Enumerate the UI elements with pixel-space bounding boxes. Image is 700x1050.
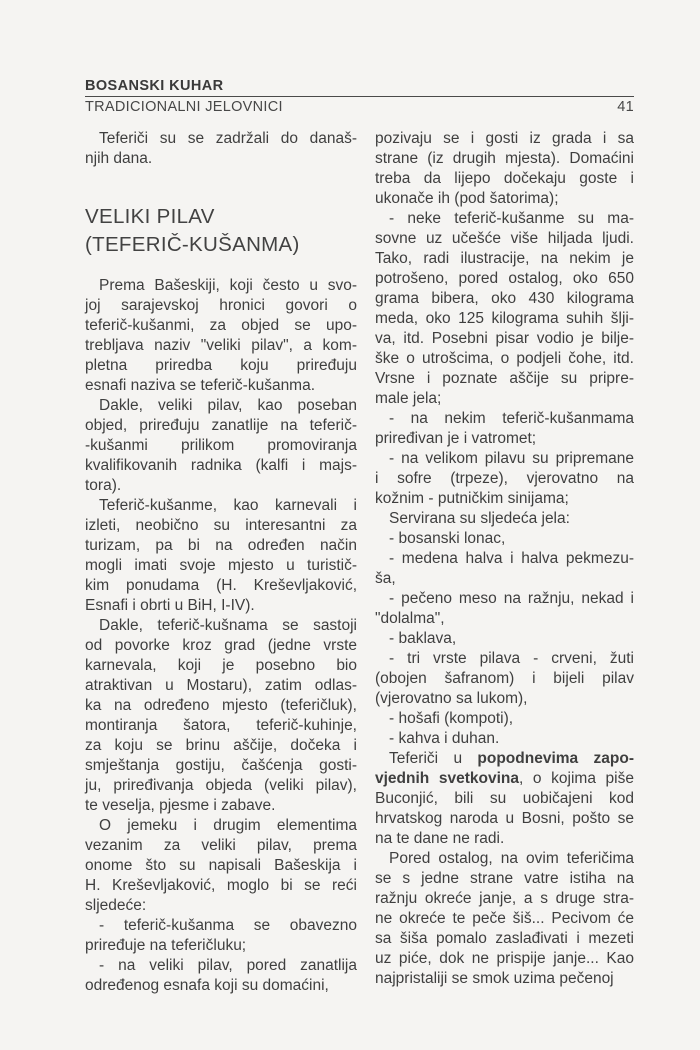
text-line: sovne uz učešće više hiljada ljudi. xyxy=(375,230,634,247)
text-line: karnevala, koji je posebno bio xyxy=(85,657,357,674)
paragraph xyxy=(85,916,357,956)
paragraph xyxy=(375,209,634,409)
text-line: Dakle, veliki pilav, kao poseban xyxy=(99,397,357,414)
text-line: (obojen šafranom) i bijeli pilav xyxy=(375,670,634,687)
text-line: grama bibera, oko 430 kilograma xyxy=(375,290,634,307)
text-line: smještanja gostiju, čašćenja gosti- xyxy=(85,757,357,774)
paragraph xyxy=(375,749,634,849)
text-line: -kušanmi prilikom promoviranja xyxy=(85,437,357,454)
text-line: kožnim - putničkim sinijama; xyxy=(375,490,569,507)
text-line: - baklava, xyxy=(389,630,457,647)
text-line: određenog esnafa koji su domaćini, xyxy=(85,977,329,994)
paragraph xyxy=(375,529,634,549)
text-line: atraktivan u Mostaru), zatim odlas- xyxy=(85,677,357,694)
text-line: (TEFERIČ-KUŠANMA) xyxy=(85,233,300,256)
text-line: turizam, pa bi na određen način xyxy=(85,537,357,554)
text-line: Prema Bašeskiji, koji često u svo- xyxy=(99,277,357,294)
text-line: male jela; xyxy=(375,390,442,407)
paragraph xyxy=(85,496,357,616)
text-line: pozivaju se i gosti iz grada i sa xyxy=(375,130,634,147)
text-line: - pečeno meso na ražnju, nekad i xyxy=(389,590,634,607)
section-heading xyxy=(85,203,357,259)
text-line: sljedeće: xyxy=(85,897,147,914)
text-segment: Teferiči u xyxy=(389,750,478,767)
text-line: treba da lijepo dočekaju goste i xyxy=(375,170,634,187)
paragraph xyxy=(85,956,357,996)
text-line: - medena halva i halva pekmezu- xyxy=(389,550,634,567)
text-line: joj sarajevskoj hronici govori o xyxy=(85,297,357,314)
text-line: Servirana su sljedeća jela: xyxy=(389,510,570,527)
text-line: Tako, radi ilustracije, na nekim je xyxy=(375,250,634,267)
text-line: - na velikom pilavu su pripremane xyxy=(389,450,634,467)
text-line: uz piće, dok ne prispije janje... Kao xyxy=(375,950,634,967)
text-line: izleti, neobično su interesantni za xyxy=(85,517,357,534)
page-number: 41 xyxy=(617,99,634,115)
text-line: Pored ostalog, na ovim teferičima xyxy=(389,850,634,867)
text-line: montiranja šatora, teferič-kuhinje, xyxy=(85,717,357,734)
bold-text: popodnevima zapo- xyxy=(477,750,634,767)
text-line: ju, priređivanja objeda (veliki pilav), xyxy=(85,777,357,794)
text-line: - teferič-kušanma se obavezno xyxy=(99,917,357,934)
text-line: mogli imati svoje mjesto u turistič- xyxy=(85,557,357,574)
text-line: Buconjić, bili su uobičajeni kod xyxy=(375,790,634,807)
paragraph xyxy=(85,616,357,816)
text-line: vezanim za veliki pilav, prema xyxy=(85,837,357,854)
text-line: trebljava naziv "veliki pilav", a kom- xyxy=(85,337,357,354)
paragraph xyxy=(85,396,357,496)
text-line: - bosanski lonac, xyxy=(389,530,506,547)
text-line: VELIKI PILAV xyxy=(85,205,215,228)
text-line: "dolalma", xyxy=(375,610,445,627)
text-line: ša, xyxy=(375,570,396,587)
text-line: pletna priredba koju priređuju xyxy=(85,357,357,374)
text-line: teferič-kušanmi, za objed se upo- xyxy=(85,317,357,334)
paragraph xyxy=(375,449,634,509)
text-line: Esnafi i obrti u BiH, I-IV). xyxy=(85,597,255,614)
text-line: objed, priređuju zanatlije na teferič- xyxy=(85,417,357,434)
text-line: onome što su napisali Bašeskija i xyxy=(85,857,357,874)
text-line: H. Kreševljaković, moglo bi se reći xyxy=(85,877,357,894)
text-line: Teferiči su se zadržali do današ- xyxy=(99,130,357,147)
text-line: tora). xyxy=(85,477,122,494)
text-line: potrošeno, pored ostalog, oko 650 xyxy=(375,270,634,287)
text-line: za koju se brinu aščije, dočeka i xyxy=(85,737,357,754)
paragraph xyxy=(375,509,634,529)
text-line: - na veliki pilav, pored zanatlija xyxy=(99,957,357,974)
text-line: te veselja, pjesme i zabave. xyxy=(85,797,276,814)
text-line: strane (iz drugih mjesta). Domaćini xyxy=(375,150,634,167)
page-header xyxy=(85,78,634,115)
text-line: - na nekim teferič-kušanmama xyxy=(389,410,634,427)
text-line: najpristaliji se smok uzima pečenoj xyxy=(375,970,614,987)
text-line: - kahva i duhan. xyxy=(389,730,500,747)
text-line: va, itd. Posebni pisar vodio je bilje- xyxy=(375,330,634,347)
text-line xyxy=(375,769,634,789)
text-line: priređivan je i vatromet; xyxy=(375,430,537,447)
paragraph xyxy=(375,849,634,989)
text-line: priređuje na teferičluku; xyxy=(85,937,247,954)
section-title: TRADICIONALNI JELOVNICI xyxy=(85,99,283,115)
paragraph xyxy=(375,589,634,629)
text-line: (vjerovatno sa lukom), xyxy=(375,690,528,707)
text-line: sa šiša pomalo zaslađivati i mezeti xyxy=(375,930,634,947)
text-line: meda, oko 125 kilograma suhih šlji- xyxy=(375,310,634,327)
text-line: O jemeku i drugim elementima xyxy=(99,817,357,834)
book-title: BOSANSKI KUHAR xyxy=(85,78,634,97)
left-column xyxy=(85,129,357,996)
paragraph xyxy=(375,649,634,709)
text-line: - neke teferič-kušanme su ma- xyxy=(389,210,634,227)
text-line xyxy=(375,749,634,769)
text-line: Vrsne i poznate aščije su pripre- xyxy=(375,370,634,387)
text-line: - tri vrste pilava - crveni, žuti xyxy=(389,650,634,667)
text-line: na te dane ne radi. xyxy=(375,830,505,847)
text-line: ražnju okreće janje, a s druge stra- xyxy=(375,890,634,907)
text-line: ukonače ih (pod šatorima); xyxy=(375,190,559,207)
text-line: hrvatskog naroda u Bosni, pošto se xyxy=(375,810,634,827)
paragraph xyxy=(375,629,634,649)
text-line: ne okreće te peče šiš... Pecivom će xyxy=(375,910,634,927)
paragraph xyxy=(85,276,357,396)
text-line: ka na određeno mjesto (teferičluk), xyxy=(85,697,357,714)
paragraph xyxy=(375,549,634,589)
paragraph xyxy=(85,816,357,916)
paragraph xyxy=(85,129,357,169)
paragraph xyxy=(375,729,634,749)
text-line: Dakle, teferič-kušnama se sastoji xyxy=(99,617,357,634)
text-line: i sofre (trpeze), vjerovatno na xyxy=(375,470,634,487)
section-row xyxy=(85,97,634,115)
text-line: esnafi naziva se teferič-kušanma. xyxy=(85,377,316,394)
text-line: se s jedne strane vatre istiha na xyxy=(375,870,634,887)
paragraph xyxy=(375,709,634,729)
text-columns xyxy=(85,129,634,996)
text-line: njih dana. xyxy=(85,150,153,167)
text-line: kvalifikovanih radnika (kalfi i majs- xyxy=(85,457,357,474)
text-line: kim ponudama (H. Kreševljaković, xyxy=(85,577,357,594)
text-segment: , o kojima piše xyxy=(519,770,634,787)
right-column xyxy=(375,129,634,996)
text-line: od povorke kroz grad (jedne vrste xyxy=(85,637,357,654)
text-line: Teferič-kušanme, kao karnevali i xyxy=(99,497,357,514)
paragraph xyxy=(375,409,634,449)
text-line: ške o utrošcima, o podjeli čohe, itd. xyxy=(375,350,634,367)
text-line: - hošafi (kompoti), xyxy=(389,710,514,727)
paragraph xyxy=(375,129,634,209)
bold-text: vjednih svetkovina xyxy=(375,770,519,787)
